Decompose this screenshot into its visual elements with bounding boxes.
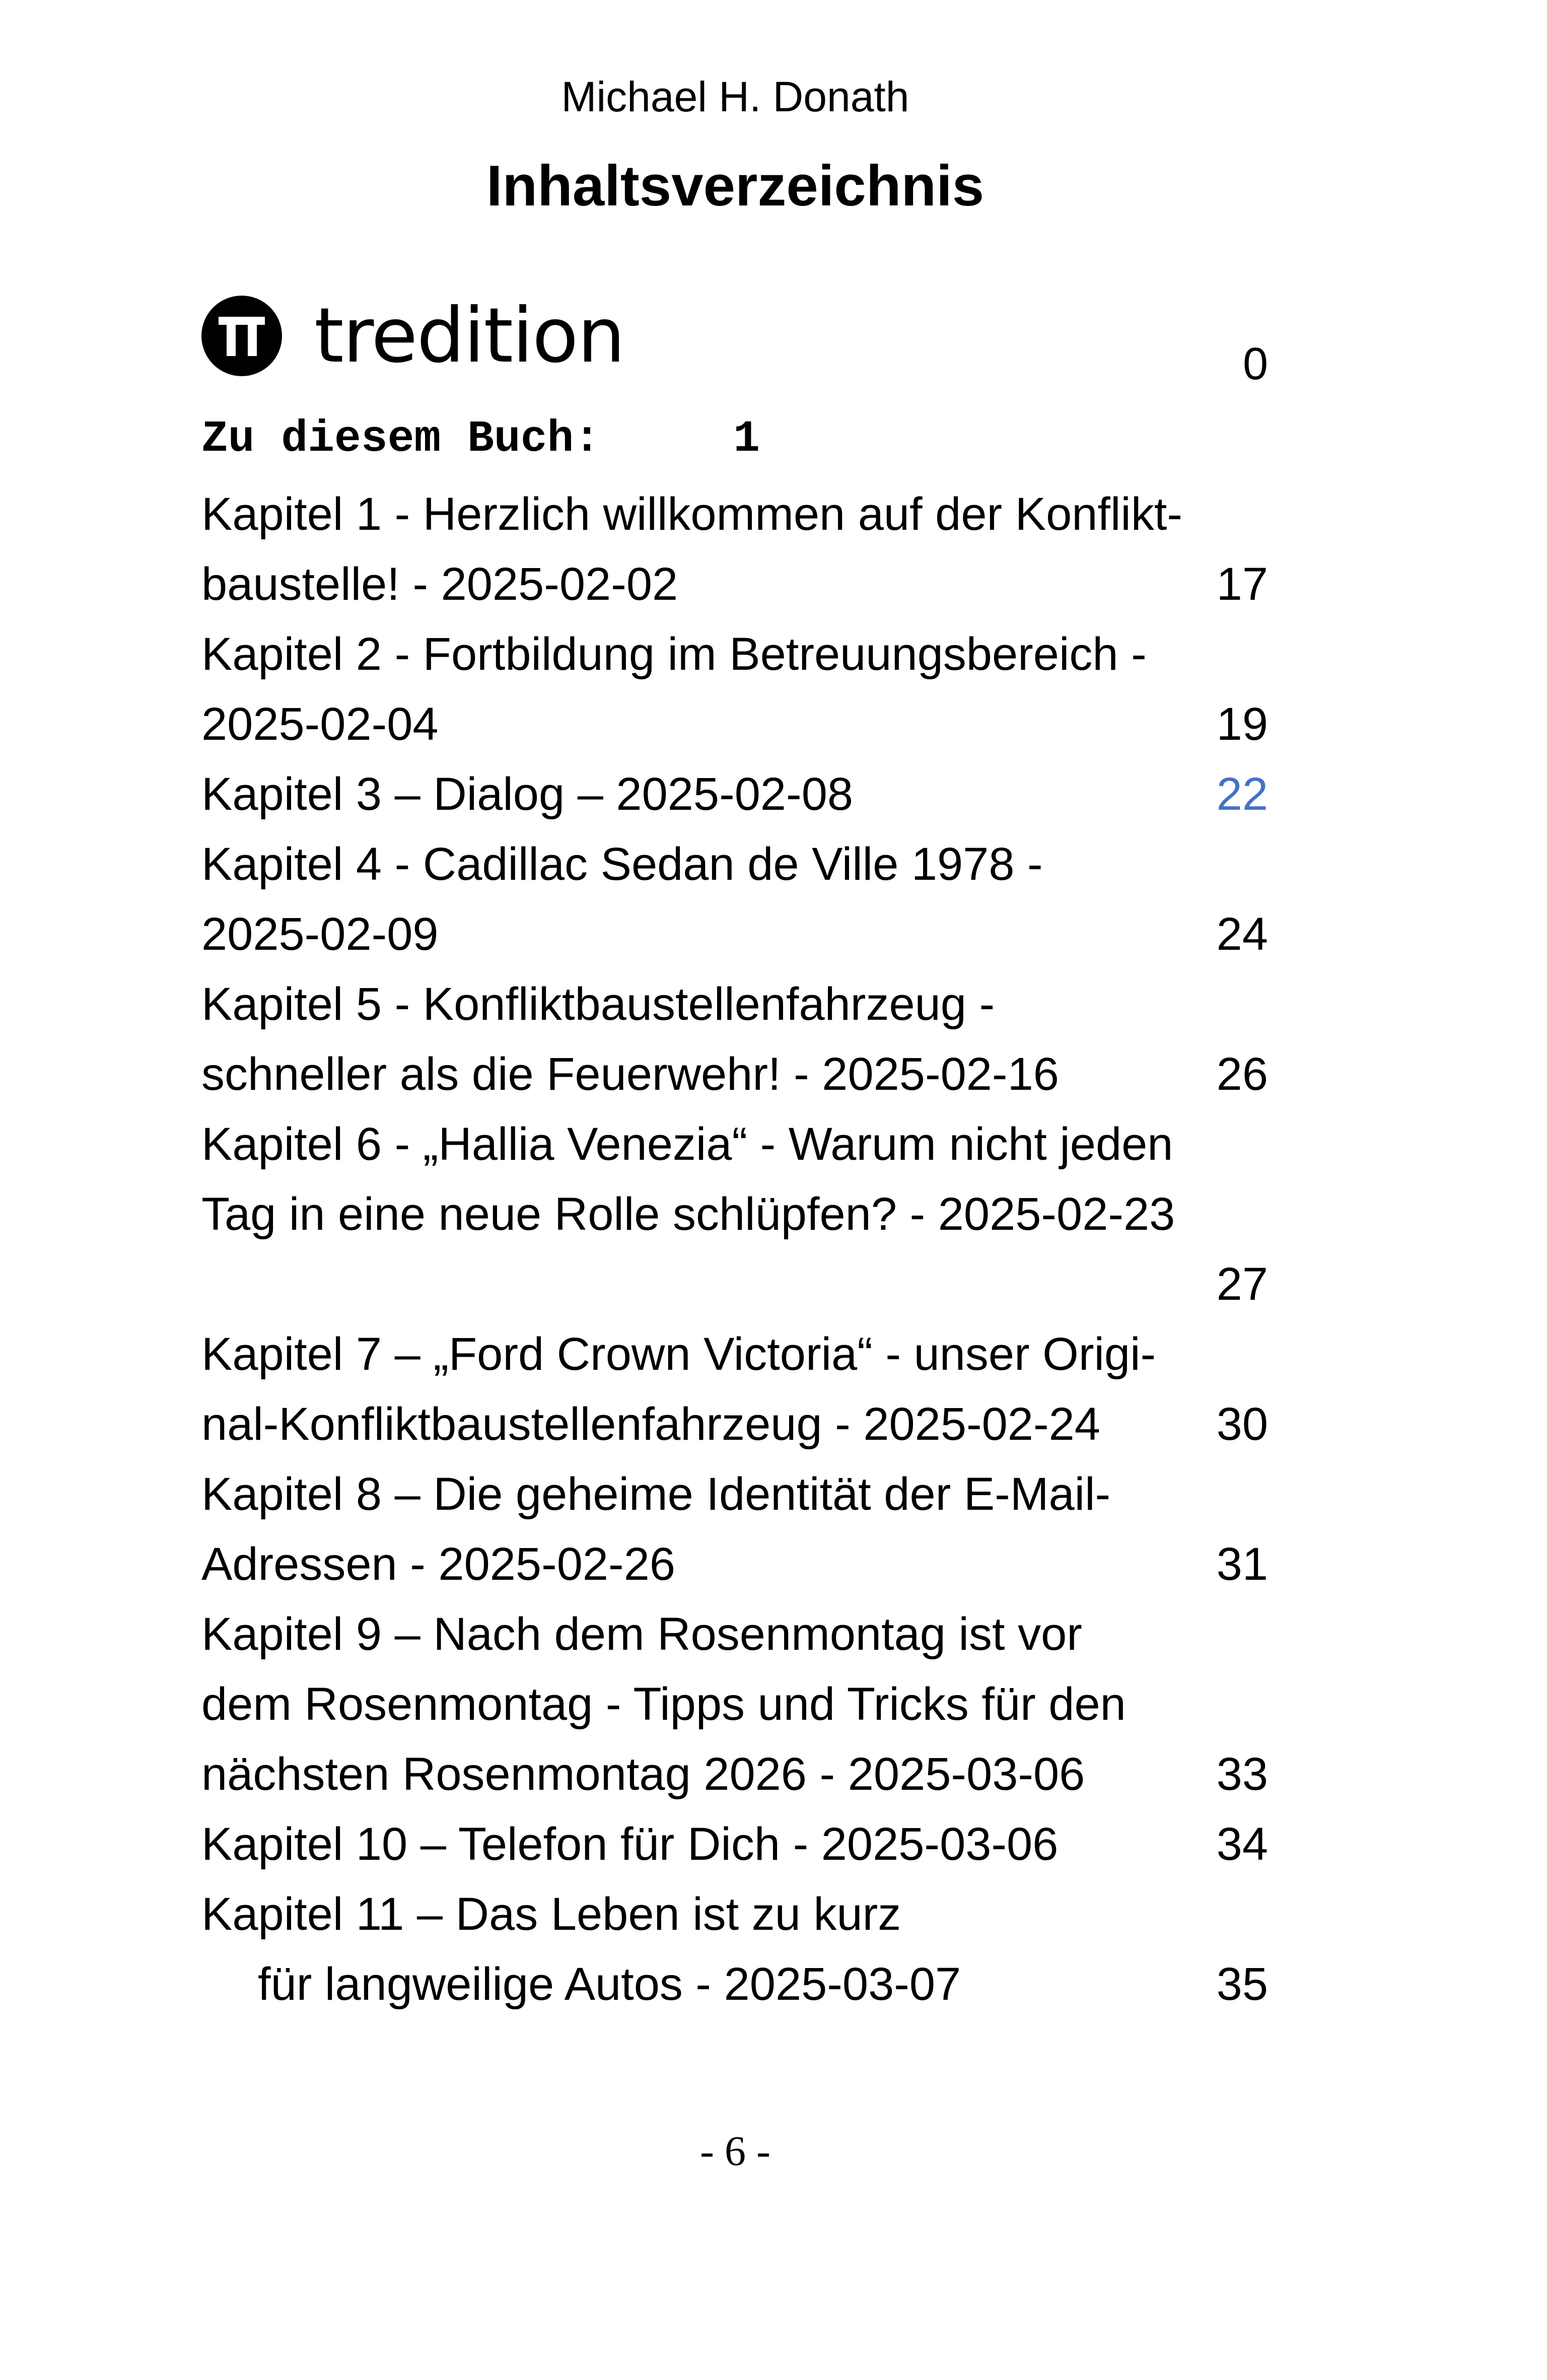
toc-line-text: schneller als die Feuerwehr! - 2025-02-16 xyxy=(201,1048,1059,1100)
toc-line-text: Adressen - 2025-02-26 xyxy=(201,1538,676,1590)
toc-line-page-link[interactable]: 22 xyxy=(1216,768,1268,820)
logo-page-number: 0 xyxy=(1242,339,1268,389)
toc-line-page: 33 xyxy=(1216,1748,1268,1800)
toc-line-text: nächsten Rosenmontag 2026 - 2025-03-06 xyxy=(201,1748,1085,1800)
tredition-logo-icon xyxy=(201,296,282,376)
toc-line-text: Kapitel 8 – Die geheime Identität der E-Mail- xyxy=(201,1468,1111,1520)
toc-line-page: 30 xyxy=(1216,1398,1268,1450)
toc-line xyxy=(201,1669,1268,1739)
toc-entry-intro-label: Zu diesem Buch: xyxy=(201,414,601,464)
toc-line-page: 35 xyxy=(1216,1958,1268,2010)
toc-line[interactable] xyxy=(201,549,1268,619)
toc-line[interactable] xyxy=(201,1739,1268,1809)
toc-line[interactable] xyxy=(201,1389,1268,1459)
toc-line-text: Kapitel 1 - Herzlich willkommen auf der Konflikt- xyxy=(201,488,1183,540)
toc-line-text: Kapitel 3 – Dialog – 2025-02-08 xyxy=(201,768,854,820)
toc-line[interactable] xyxy=(201,1249,1268,1319)
toc-line-text: baustelle! - 2025-02-02 xyxy=(201,558,678,610)
toc-line-page: 17 xyxy=(1216,558,1268,610)
toc-line-page: 31 xyxy=(1216,1538,1268,1590)
page-number: - 6 - xyxy=(700,2128,770,2175)
toc-line[interactable] xyxy=(201,1039,1268,1109)
toc-line[interactable] xyxy=(201,1949,1268,2019)
toc-line-page: 34 xyxy=(1216,1818,1268,1870)
toc-line[interactable] xyxy=(201,899,1268,969)
toc-line xyxy=(201,1599,1268,1669)
toc-line[interactable] xyxy=(201,1529,1268,1599)
toc-line xyxy=(201,1459,1268,1529)
toc-line[interactable] xyxy=(201,689,1268,759)
toc-line-text: 2025-02-09 xyxy=(201,908,439,960)
toc-line-text: Tag in eine neue Rolle schlüpfen? - 2025-02-23 xyxy=(201,1188,1175,1240)
toc-line-text: für langweilige Autos - 2025-03-07 xyxy=(258,1958,961,2010)
toc-line xyxy=(201,479,1268,549)
toc-line-text: Kapitel 5 - Konfliktbaustellenfahrzeug - xyxy=(201,978,995,1030)
toc-entry-intro-page: 1 xyxy=(733,414,760,464)
table-of-contents xyxy=(201,479,1268,2019)
toc-line xyxy=(201,1319,1268,1389)
toc-line-page: 27 xyxy=(1216,1258,1268,1310)
toc-line[interactable] xyxy=(201,1809,1268,1879)
tredition-logo xyxy=(201,293,624,379)
toc-line xyxy=(201,1179,1268,1249)
toc-line-text: Kapitel 6 - „Hallia Venezia“ - Warum nicht jeden xyxy=(201,1118,1173,1170)
page-title: Inhaltsverzeichnis xyxy=(486,154,985,218)
toc-line-text: Kapitel 11 – Das Leben ist zu kurz xyxy=(201,1888,901,1940)
toc-line xyxy=(201,1109,1268,1179)
toc-line-page: 26 xyxy=(1216,1048,1268,1100)
toc-line[interactable] xyxy=(201,759,1268,829)
tredition-logo-text: tredition xyxy=(314,292,624,380)
toc-line xyxy=(201,619,1268,689)
toc-line-text: Kapitel 9 – Nach dem Rosenmontag ist vor xyxy=(201,1608,1082,1660)
toc-line-text: Kapitel 4 - Cadillac Sedan de Ville 1978 - xyxy=(201,838,1043,890)
toc-line-text: 2025-02-04 xyxy=(201,698,439,750)
toc-line-text: Kapitel 2 - Fortbildung im Betreuungsbereich - xyxy=(201,628,1147,680)
toc-line-page: 19 xyxy=(1216,698,1268,750)
running-header-author: Michael H. Donath xyxy=(561,73,909,120)
toc-line-text: dem Rosenmontag - Tipps und Tricks für den xyxy=(201,1678,1126,1730)
toc-line-text: Kapitel 7 – „Ford Crown Victoria“ - unser Origi- xyxy=(201,1328,1156,1380)
toc-line xyxy=(201,1879,1268,1949)
toc-entry-intro[interactable] xyxy=(201,412,760,467)
toc-line-page: 24 xyxy=(1216,908,1268,960)
toc-line xyxy=(201,829,1268,899)
toc-line xyxy=(201,969,1268,1039)
toc-line-text: Kapitel 10 – Telefon für Dich - 2025-03-06 xyxy=(201,1818,1059,1870)
toc-line-text: nal-Konfliktbaustellenfahrzeug - 2025-02-24 xyxy=(201,1398,1100,1450)
